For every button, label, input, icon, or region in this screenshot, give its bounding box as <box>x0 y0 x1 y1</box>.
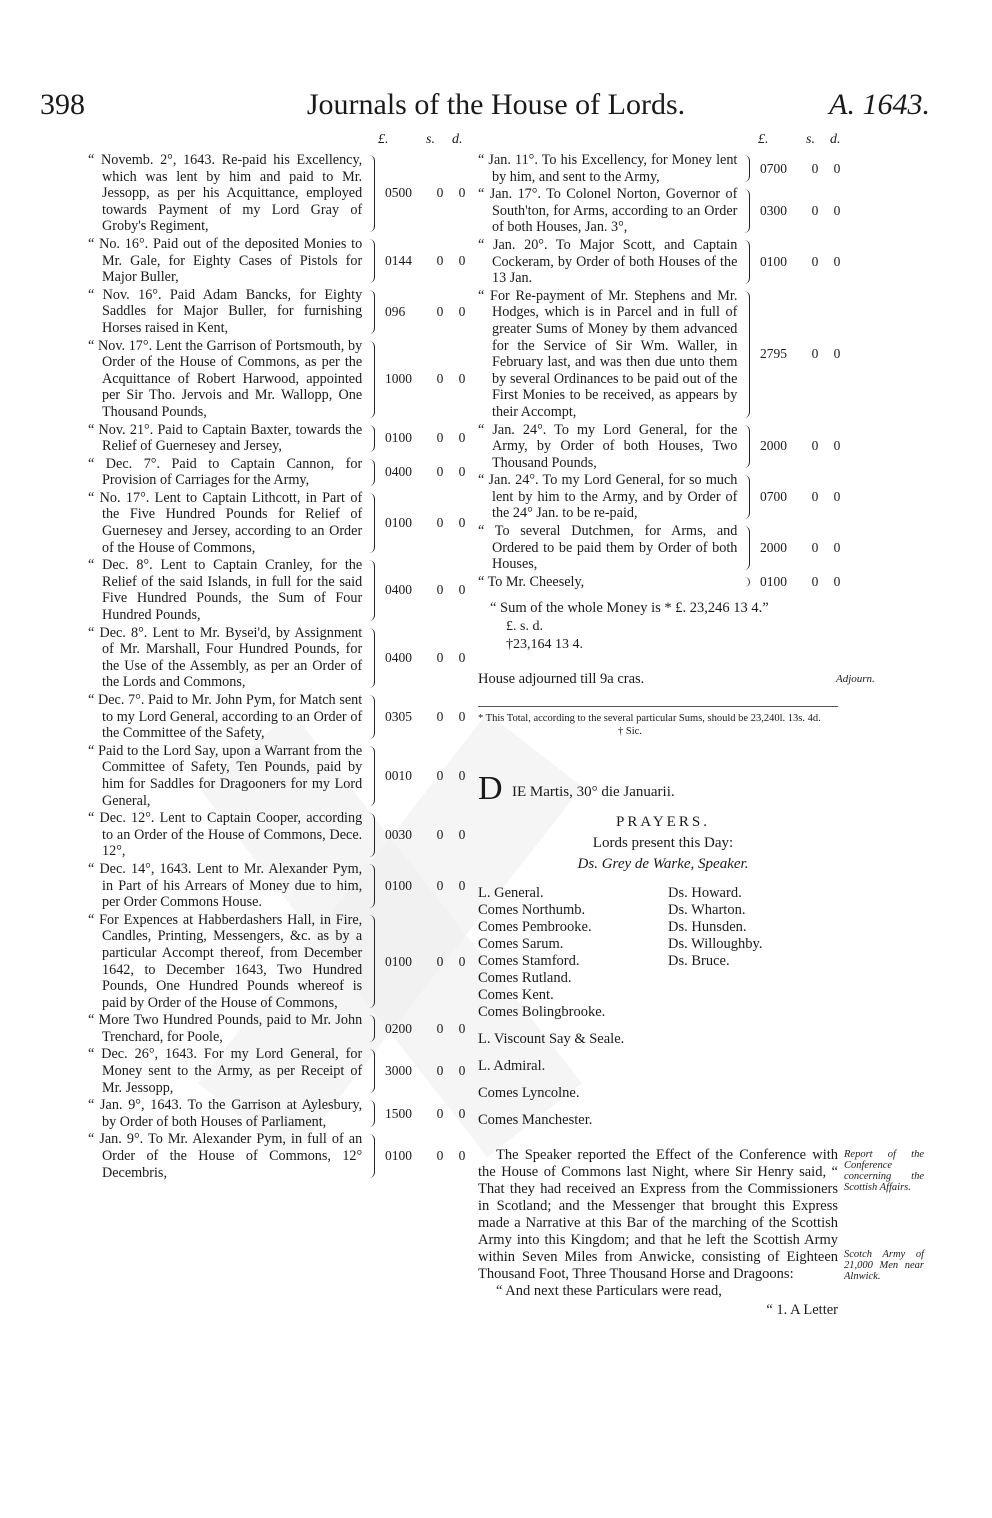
brace <box>364 1100 375 1127</box>
shillings-heading: s. <box>426 132 435 147</box>
entry-text: “ For Expences at Habberdashers Hall, in Fire, Candles, Printing, Messengers, &c. as by a particular Accompt thereof, from December 1642, to December 1643, Two Hundred Pounds, One Hundred Pounds whereof is paid by Order of the House of Commons, <box>88 911 363 1011</box>
brace <box>739 155 750 182</box>
amount-pence: 0 <box>458 649 466 665</box>
amount-pounds: 0100 <box>385 515 412 531</box>
amount-pounds: 3000 <box>385 1063 412 1079</box>
lord-name: Ds. Howard. <box>668 885 742 902</box>
amount-shillings: 0 <box>811 438 819 454</box>
brace <box>364 746 375 806</box>
amount-pence: 0 <box>458 430 466 446</box>
entry-text: “ Nov. 21°. Paid to Captain Baxter, towards the Relief of Guernesey and Jersey, <box>88 421 363 455</box>
amount-shillings: 0 <box>436 430 444 446</box>
entry-text: “ No. 16°. Paid out of the deposited Monies to Mr. Gale, for Eighty Cases of Pistols for Major Buller, <box>88 235 363 286</box>
entry-text: “ Paid to the Lord Say, upon a Warrant from the Committee of Safety, Ten Pounds, paid by him for Saddles for Dragooners for my Lord General, <box>88 742 363 809</box>
brace <box>739 240 750 284</box>
amount-pence: 0 <box>458 767 466 783</box>
lord-name: Comes Bolingbrooke. <box>478 1004 606 1021</box>
entry-amount <box>375 743 473 809</box>
amount-pence: 0 <box>458 1105 466 1121</box>
brace <box>364 695 375 739</box>
amount-shillings: 0 <box>811 253 819 269</box>
year-heading: A. 1643. <box>829 88 930 121</box>
adjournment <box>478 671 875 688</box>
brace <box>739 189 750 233</box>
brace <box>364 459 375 486</box>
amount-pounds: 0100 <box>385 1148 412 1164</box>
report-paragraph-1: The Speaker reported the Effect of the Conference with the House of Commons last Night, where Sir Henry said, “ That they had received an Express from the Commissioners in Scotland; and the Messenger that brought this Express made a Narrative at this Bar of the marching of the Scottish Army into this Kingdom; and that he left the Scottish Army within Seven Miles from Anwicke, consisting of Eighteen Thousand Foot, Three Thousand Horse and Dragoons: <box>478 1147 838 1283</box>
entry-amount <box>750 523 848 573</box>
entry-text: “ Jan. 17°. To Colonel Norton, Governor of South'ton, for Arms, according to an Order of both Houses, Jan. 3°, <box>478 186 738 236</box>
brace <box>739 425 750 469</box>
lords-column-2 <box>668 885 828 1021</box>
lord-name: Comes Northumb. <box>478 902 586 919</box>
adjourn-text: House adjourned till 9a cras. <box>478 671 645 688</box>
entry-text: “ Jan. 20°. To Major Scott, and Captain Cockeram, by Order of both Houses of the 13 Jan. <box>478 236 738 287</box>
amount-pence: 0 <box>458 464 466 480</box>
amount-pence: 0 <box>458 252 466 268</box>
prayers-heading: PRAYERS. <box>616 814 710 831</box>
amount-pounds: 0010 <box>385 767 412 783</box>
brace <box>364 560 375 620</box>
amount-shillings: 0 <box>811 203 819 219</box>
lord-name: L. General. <box>478 885 544 902</box>
brace <box>364 1015 375 1042</box>
entry-text: “ Dec. 26°, 1643. For my Lord General, for Money sent to the Army, as per Receipt of Mr. Jessopp, <box>88 1046 363 1096</box>
footnote-line-1: * This Total, according to the several particular Sums, should be 23,240l. 13s. 4d. <box>478 713 821 725</box>
amount-pounds: 0100 <box>385 430 412 446</box>
lord-name: Comes Lyncolne. <box>478 1085 580 1102</box>
money-headings-left <box>88 132 473 152</box>
amount-pounds: 096 <box>385 303 406 319</box>
amount-pence: 0 <box>458 515 466 531</box>
amount-pounds: 0305 <box>385 708 412 724</box>
speaker-line: Ds. Grey de Warke, Speaker. <box>577 856 749 873</box>
amount-pounds: 0400 <box>385 649 412 665</box>
amount-pence: 0 <box>833 160 841 176</box>
amount-pence: 0 <box>458 1020 466 1036</box>
lord-name: Comes Stamford. <box>478 953 580 970</box>
amount-shillings: 0 <box>436 953 444 969</box>
amount-shillings: 0 <box>436 252 444 268</box>
brace <box>364 341 375 418</box>
pounds-heading: £. <box>378 132 389 147</box>
amount-shillings: 0 <box>436 582 444 598</box>
amount-shillings: 0 <box>436 1063 444 1079</box>
amount-pounds: 2795 <box>760 346 787 362</box>
amount-pounds: 0100 <box>385 953 412 969</box>
lord-name: Ds. Hunsden. <box>668 919 747 936</box>
margin-note-scotch-army: Scotch Army of 21,000 Men near Alnwick. <box>844 1249 924 1283</box>
conference-report <box>478 1147 924 1300</box>
amount-pence: 0 <box>833 438 841 454</box>
footnote <box>478 706 838 738</box>
amount-pounds: 2000 <box>760 539 787 555</box>
entry-text: “ No. 17°. Lent to Captain Lithcott, in Part of the Five Hundred Pounds for Relief of Guernesey and Jersey, according to an Order of the House of Commons, <box>88 489 363 556</box>
sum-alt-value: †23,164 13 4. <box>506 637 583 653</box>
lord-name: L. Admiral. <box>478 1058 546 1075</box>
entry-text: “ Jan. 9°. To Mr. Alexander Pym, in full of an Order of the House of Commons, 12° Decembris, <box>88 1131 363 1181</box>
amount-pence: 0 <box>458 303 466 319</box>
amount-pence: 0 <box>833 539 841 555</box>
ledger-entry <box>88 287 473 337</box>
amount-shillings: 0 <box>436 708 444 724</box>
entry-amount <box>750 574 848 591</box>
ledger-entry <box>88 743 473 809</box>
ledger-entry <box>88 557 473 623</box>
brace <box>364 493 375 553</box>
margin-note-conference: Report of the Conference concerning the Scottish Affairs. <box>844 1149 924 1194</box>
amount-pounds: 2000 <box>760 438 787 454</box>
running-title: Journals of the House of Lords. <box>306 88 686 121</box>
ledger-entry <box>478 152 848 185</box>
brace <box>364 425 375 452</box>
ledger-entry <box>88 692 473 742</box>
ledger-entry <box>88 1046 473 1096</box>
lord-name: Comes Manchester. <box>478 1112 593 1129</box>
lords-present-list <box>478 885 848 1021</box>
entry-amount <box>375 1046 473 1096</box>
catchword: “ 1. A Letter <box>766 1302 838 1319</box>
ledger-entry <box>88 152 473 235</box>
entry-amount <box>375 1131 473 1181</box>
ledger-entry <box>88 422 473 455</box>
lords-present-heading: Lords present this Day: <box>592 835 734 852</box>
footnote-line-2: † Sic. <box>618 726 642 738</box>
lord-name: L. Viscount Say & Seale. <box>478 1031 625 1048</box>
amount-shillings: 0 <box>811 539 819 555</box>
lord-name: Ds. Willoughby. <box>668 936 763 953</box>
ledger-entry <box>88 338 473 421</box>
left-entries <box>88 152 473 1181</box>
brace <box>364 864 375 908</box>
lord-name: Comes Sarum. <box>478 936 564 953</box>
entry-amount <box>375 338 473 421</box>
amount-pounds: 0030 <box>385 827 412 843</box>
entry-amount <box>375 810 473 860</box>
amount-shillings: 0 <box>436 827 444 843</box>
brace <box>364 290 375 334</box>
page-header <box>0 80 992 130</box>
amount-pence: 0 <box>833 346 841 362</box>
amount-pounds: 0100 <box>760 253 787 269</box>
amount-pounds: 0200 <box>385 1020 412 1036</box>
brace <box>739 526 750 570</box>
entry-amount <box>375 625 473 691</box>
pounds-heading: £. <box>758 132 769 147</box>
ledger-entry <box>88 490 473 556</box>
report-paragraph-2: “ And next these Particulars were read, <box>496 1283 722 1300</box>
entry-amount <box>750 288 848 421</box>
amount-shillings: 0 <box>436 515 444 531</box>
right-column <box>478 132 924 1319</box>
amount-pounds: 0100 <box>760 574 787 590</box>
sum-alt-heads: £. s. d. <box>506 619 543 635</box>
amount-shillings: 0 <box>436 877 444 893</box>
pence-heading: d. <box>830 132 841 147</box>
amount-pence: 0 <box>458 1063 466 1079</box>
entry-amount <box>375 490 473 556</box>
entry-amount <box>375 287 473 337</box>
entry-text: “ Dec. 14°, 1643. Lent to Mr. Alexander Pym, in Part of his Arrears of Money due to him, per Order Commons House. <box>88 860 363 911</box>
amount-pence: 0 <box>833 203 841 219</box>
ledger-entry <box>478 237 848 287</box>
ledger-entry <box>478 186 848 236</box>
ledger-entry <box>88 810 473 860</box>
amount-pence: 0 <box>458 827 466 843</box>
amount-pounds: 1000 <box>385 371 412 387</box>
amount-pounds: 1500 <box>385 1105 412 1121</box>
entry-amount <box>375 692 473 742</box>
amount-shillings: 0 <box>436 303 444 319</box>
entry-text: “ Jan. 24°. To my Lord General, for so much lent by him to the Army, and by Order of the 24° Jan. to be re-paid, <box>478 472 738 522</box>
entry-amount <box>750 152 848 185</box>
amount-pence: 0 <box>458 1148 466 1164</box>
lord-name: Comes Kent. <box>478 987 554 1004</box>
brace <box>364 155 375 232</box>
entry-amount <box>375 861 473 911</box>
entry-amount <box>375 557 473 623</box>
lord-name: Comes Pembrooke. <box>478 919 592 936</box>
brace <box>739 291 750 418</box>
ledger-entry <box>478 422 848 472</box>
lords-column-1 <box>478 885 668 1021</box>
brace <box>364 813 375 857</box>
amount-shillings: 0 <box>811 489 819 505</box>
entry-amount <box>375 152 473 235</box>
brace <box>739 577 750 588</box>
entry-text: “ Jan. 24°. To my Lord General, for the Army, by Order of both Houses, Two Thousand Pounds, <box>478 421 738 471</box>
entry-text: “ Nov. 16°. Paid Adam Bancks, for Eighty Saddles for Major Buller, for furnishing Horses raised in Kent, <box>88 286 363 336</box>
ledger-entry <box>478 574 848 591</box>
entry-text: “ Novemb. 2°, 1643. Re-paid his Excellency, which was lent by him and paid to Mr. Jessopp, as per his Acquittance, employed towards Payment of my Lord Gray of Groby's Regiment, <box>88 152 363 235</box>
ledger-entry <box>88 861 473 911</box>
entry-text: “ More Two Hundred Pounds, paid to Mr. John Trenchard, for Poole, <box>88 1012 363 1045</box>
entry-amount <box>375 912 473 1012</box>
lords-additional <box>478 1031 848 1129</box>
amount-pounds: 0500 <box>385 185 412 201</box>
drop-initial: D <box>478 770 503 808</box>
brace <box>364 1134 375 1178</box>
sum-total: “ Sum of the whole Money is * £. 23,246 13 4.” <box>490 600 769 617</box>
ledger-entry <box>478 288 848 421</box>
adjourn-margin-note: Adjourn. <box>836 673 875 686</box>
ledger-entry <box>478 472 848 522</box>
entry-amount <box>750 472 848 522</box>
entry-amount <box>375 456 473 489</box>
amount-pence: 0 <box>458 582 466 598</box>
amount-shillings: 0 <box>436 185 444 201</box>
entry-text: “ To Mr. Cheesely, <box>478 573 585 590</box>
ledger-entry <box>88 1012 473 1045</box>
amount-pence: 0 <box>458 877 466 893</box>
amount-pence: 0 <box>833 574 841 590</box>
right-entries <box>478 152 848 590</box>
money-headings-right <box>478 132 848 152</box>
ledger-entry <box>478 523 848 573</box>
amount-pounds: 0400 <box>385 464 412 480</box>
entry-text: “ Dec. 7°. Paid to Mr. John Pym, for Match sent to my Lord General, according to an Order of the Committee of the Safety, <box>88 692 363 742</box>
amount-shillings: 0 <box>811 160 819 176</box>
entry-amount <box>375 1012 473 1045</box>
entry-text: “ Dec. 8°. Lent to Mr. Bysei'd, by Assignment of Mr. Marshall, Four Hundred Pounds, for the Use of the Assembly, as per an Order of the Lords and Commons, <box>88 624 363 691</box>
ledger-entry <box>88 1097 473 1130</box>
shillings-heading: s. <box>806 132 815 147</box>
amount-pence: 0 <box>833 253 841 269</box>
pence-heading: d. <box>452 132 463 147</box>
entry-amount <box>750 422 848 472</box>
ledger-entry <box>88 236 473 286</box>
entry-text: “ Jan. 11°. To his Excellency, for Money lent by him, and sent to the Army, <box>478 152 738 185</box>
amount-shillings: 0 <box>811 574 819 590</box>
amount-shillings: 0 <box>436 464 444 480</box>
left-column <box>88 132 473 1182</box>
entry-amount <box>375 1097 473 1130</box>
brace <box>739 475 750 519</box>
day-heading-text: IE Martis, 30° die Januarii. <box>512 784 675 801</box>
amount-shillings: 0 <box>436 1148 444 1164</box>
lord-name: Comes Rutland. <box>478 970 572 987</box>
amount-pence: 0 <box>458 953 466 969</box>
brace <box>364 915 375 1009</box>
amount-shillings: 0 <box>436 1105 444 1121</box>
amount-pounds: 0144 <box>385 252 412 268</box>
lord-name: Ds. Wharton. <box>668 902 746 919</box>
amount-pence: 0 <box>458 708 466 724</box>
lord-name: Ds. Bruce. <box>668 953 730 970</box>
amount-pounds: 0700 <box>760 160 787 176</box>
brace <box>364 239 375 283</box>
ledger-entry <box>88 625 473 691</box>
entry-text: “ For Re-payment of Mr. Stephens and Mr. Hodges, which is in Parcel and in full of greater Sums of Money by them advanced for the Service of Sir Wm. Waller, in February last, and was then due unto them by several Ordinances to be paid out of the First Monies to be received, as appears by their Accompt, <box>478 287 738 420</box>
amount-shillings: 0 <box>436 649 444 665</box>
ledger-entry <box>88 912 473 1012</box>
entry-text: “ Jan. 9°, 1643. To the Garrison at Aylesbury, by Order of both Houses of Parliament, <box>88 1097 363 1130</box>
entry-amount <box>750 237 848 287</box>
amount-pounds: 0700 <box>760 489 787 505</box>
entry-amount <box>750 186 848 236</box>
entry-text: “ Dec. 8°. Lent to Captain Cranley, for the Relief of the said Islands, in full for the said Five Hundred Pounds, the Sum of Four Hundred Pounds, <box>88 557 363 624</box>
entry-text: “ Nov. 17°. Lent the Garrison of Portsmouth, by Order of the House of Commons, as per the Acquittance of Robert Harwood, appointed per Sir Tho. Jervois and Mr. Wallopp, One Thousand Pounds, <box>88 337 363 420</box>
amount-pounds: 0400 <box>385 582 412 598</box>
day-heading <box>478 770 848 810</box>
entry-text: “ Dec. 7°. Paid to Captain Cannon, for Provision of Carriages for the Army, <box>88 455 363 489</box>
amount-pence: 0 <box>458 185 466 201</box>
entry-text: “ To several Dutchmen, for Arms, and Ordered to be paid them by Order of both Houses, <box>478 523 738 573</box>
amount-pounds: 0100 <box>385 877 412 893</box>
entry-amount <box>375 422 473 455</box>
amount-shillings: 0 <box>436 767 444 783</box>
brace <box>364 1049 375 1093</box>
brace <box>364 628 375 688</box>
amount-shillings: 0 <box>436 1020 444 1036</box>
amount-shillings: 0 <box>436 371 444 387</box>
amount-pounds: 0300 <box>760 203 787 219</box>
page-number: 398 <box>40 88 85 121</box>
ledger-entry <box>88 456 473 489</box>
entry-text: “ Dec. 12°. Lent to Captain Cooper, according to an Order of the House of Commons, Dece. 12°, <box>88 810 363 860</box>
amount-pence: 0 <box>458 371 466 387</box>
amount-pence: 0 <box>833 489 841 505</box>
ledger-entry <box>88 1131 473 1181</box>
entry-amount <box>375 236 473 286</box>
amount-shillings: 0 <box>811 346 819 362</box>
